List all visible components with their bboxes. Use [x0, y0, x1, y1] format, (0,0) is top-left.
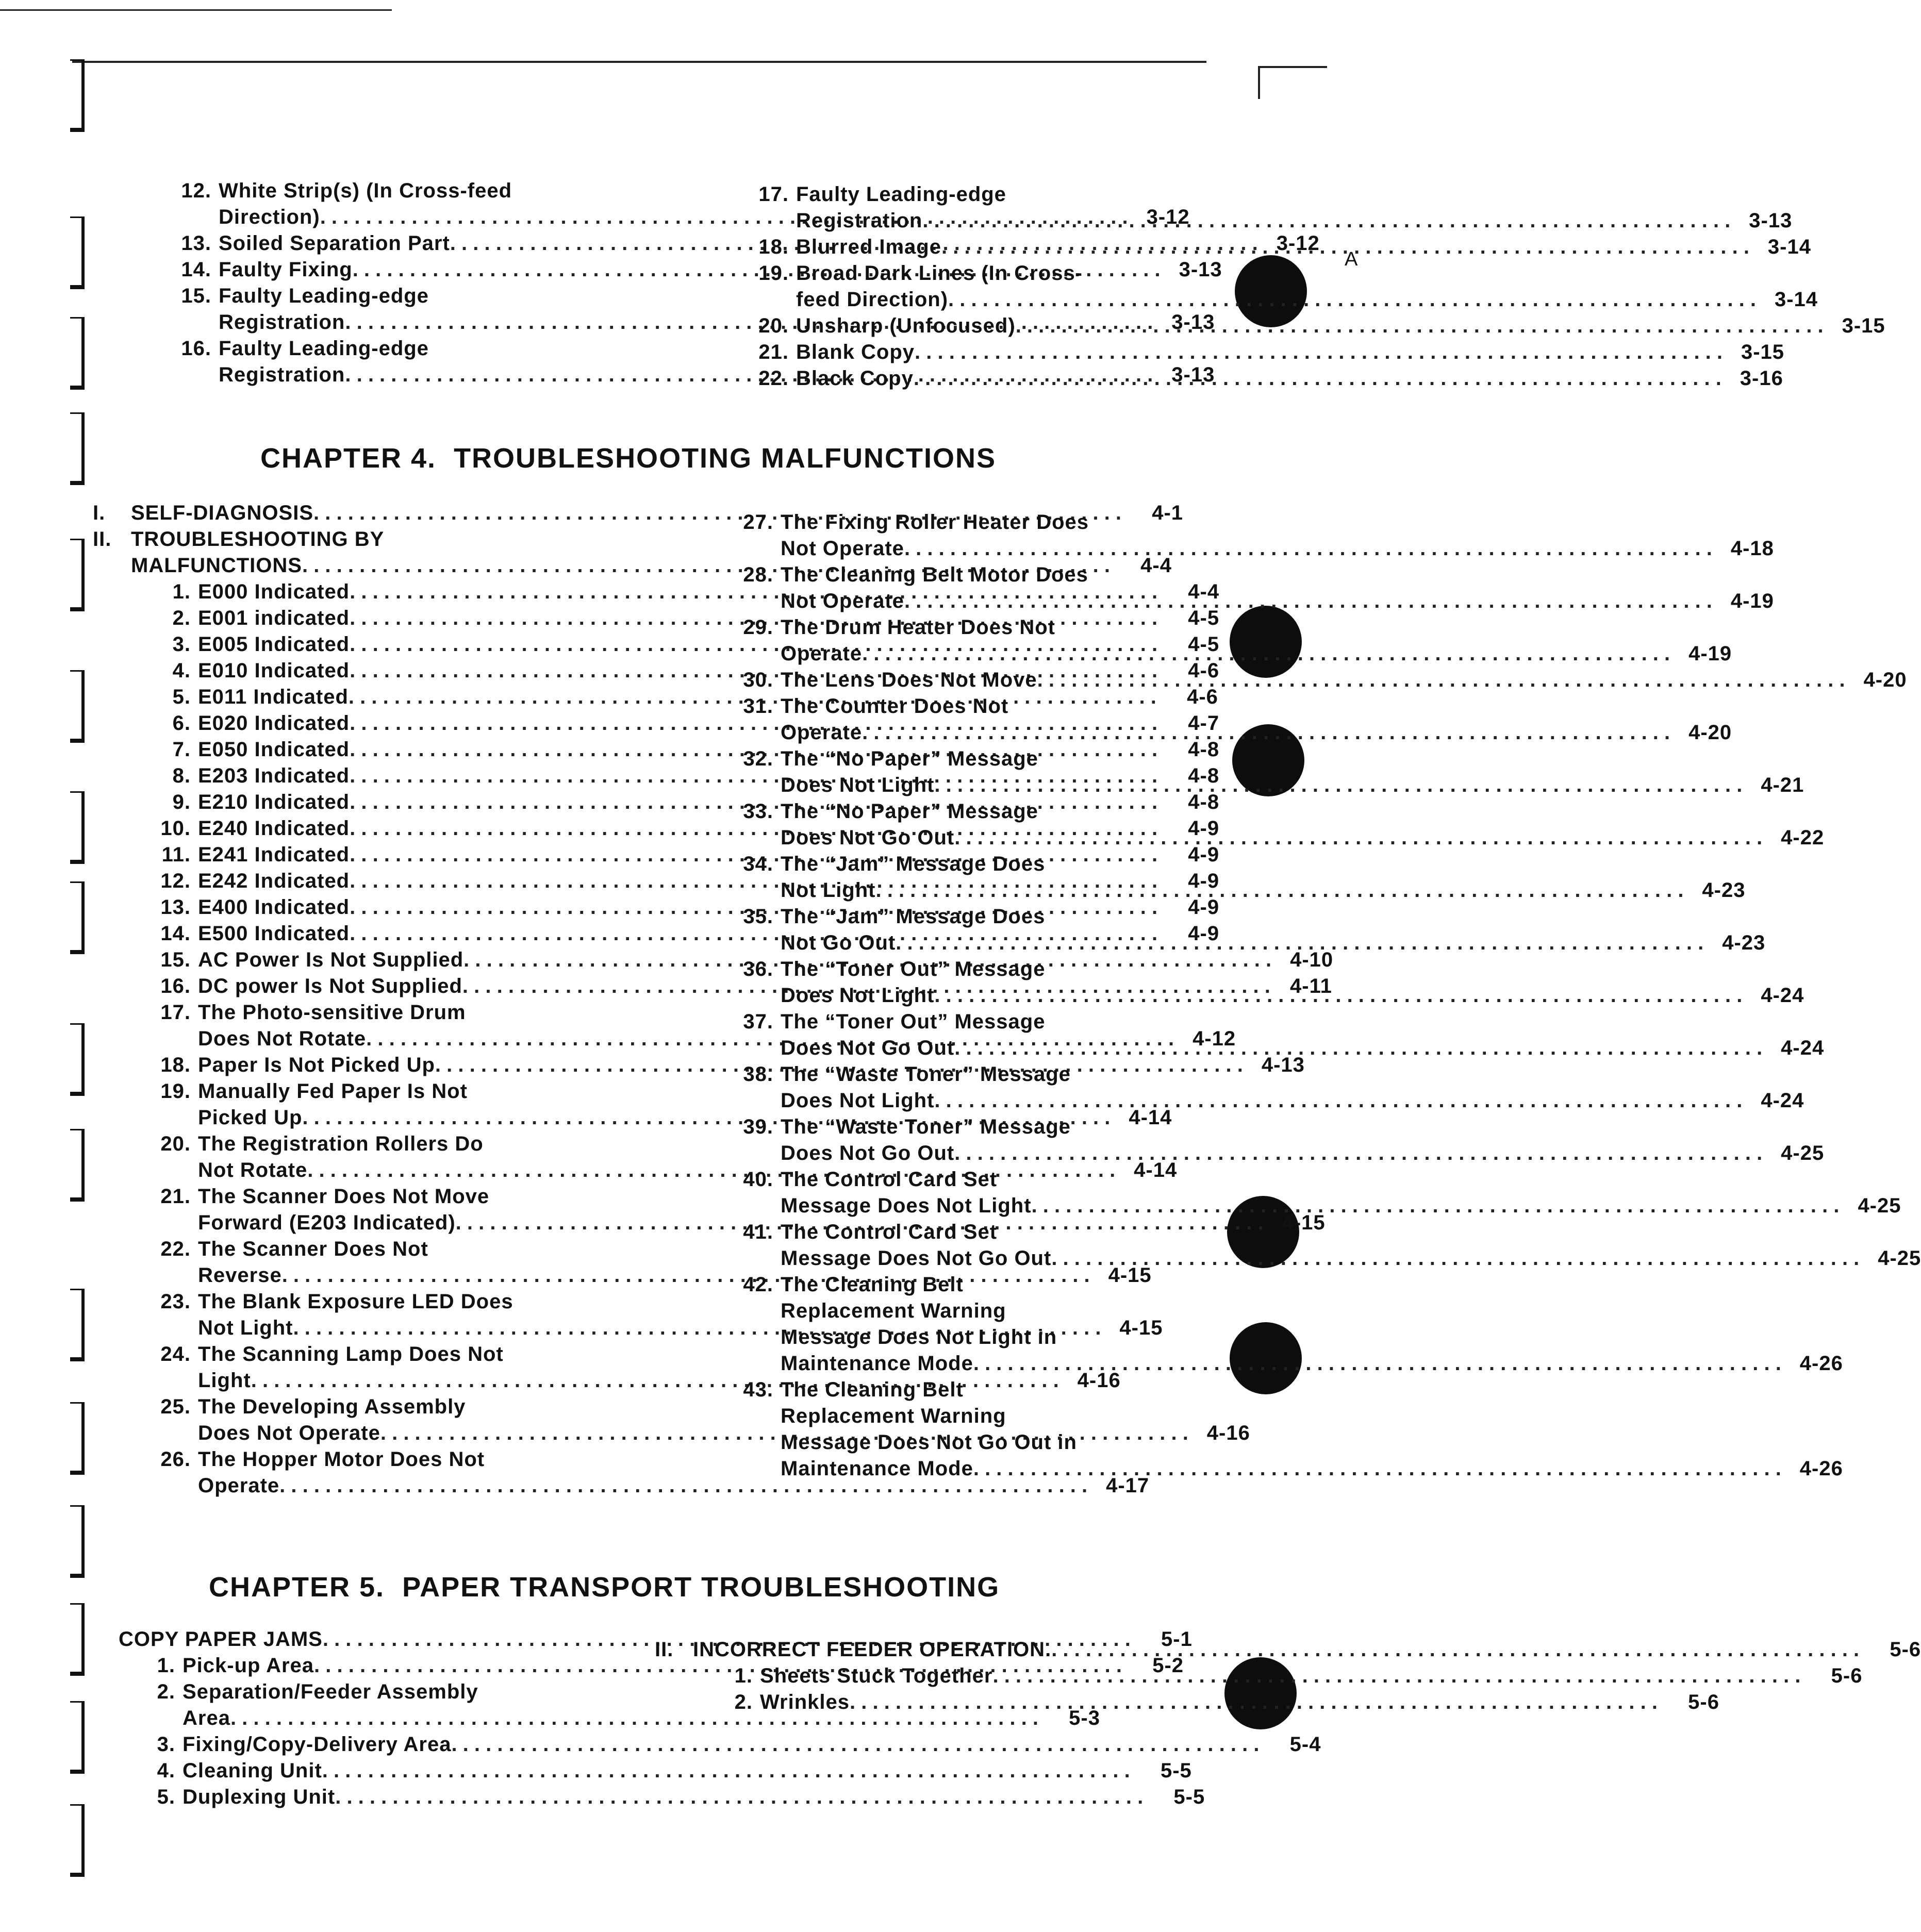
dot-leader — [954, 1035, 1762, 1061]
toc-entry-number: 1. — [157, 1654, 175, 1677]
toc-entry-number: 2. — [172, 607, 191, 629]
toc-entry-number: 21. — [758, 341, 789, 363]
toc-entry-title: Not Light — [781, 879, 876, 902]
toc-entry-title: E242 Indicated — [198, 870, 350, 892]
toc-entry-title: Operate — [781, 642, 863, 665]
toc-entry-title: Light — [198, 1369, 251, 1392]
toc-page-number: 4-8 — [1188, 764, 1220, 787]
binder-bracket — [70, 412, 85, 485]
toc-page-number: 4-9 — [1188, 817, 1220, 840]
toc-entry — [119, 1758, 1192, 1784]
toc-entry-title: Manually Fed Paper Is Not — [198, 1080, 468, 1103]
toc-entry-title: Message Does Not Go Out — [781, 1247, 1052, 1270]
toc-entry-title: Maintenance Mode — [781, 1457, 973, 1480]
toc-page-number: 4-12 — [1193, 1027, 1236, 1050]
toc-page-number: 5-3 — [1069, 1707, 1100, 1729]
toc-entry-number: 14. — [181, 258, 211, 281]
toc-page-number: 3-13 — [1749, 209, 1793, 232]
toc-page-number: 4-19 — [1688, 642, 1732, 665]
toc-page-number: 4-16 — [1077, 1369, 1121, 1392]
toc-page-number: 4-26 — [1799, 1352, 1843, 1375]
toc-entry-number: 29. — [743, 616, 773, 639]
toc-entry-number: 17. — [758, 183, 789, 206]
toc-entry-number: 25. — [160, 1395, 191, 1418]
toc-entry-number: 34. — [743, 853, 773, 875]
toc-entry-title: Paper Is Not Picked Up — [198, 1054, 435, 1076]
toc-entry-number: I. — [93, 502, 106, 524]
toc-entry-title: The Blank Exposure LED Does — [198, 1290, 514, 1313]
toc-page-number: 3-13 — [1171, 311, 1215, 334]
toc-page-number: 5-1 — [1161, 1628, 1193, 1651]
toc-entry-number: 24. — [160, 1343, 191, 1365]
toc-entry-title: Direction) — [219, 206, 320, 228]
binder-bracket — [70, 1505, 85, 1578]
toc-entry-title: The Cleaning Belt — [781, 1378, 964, 1401]
toc-entry-title: Replacement Warning — [781, 1300, 1006, 1322]
toc-page-number: 4-6 — [1187, 686, 1218, 708]
toc-entry-number: 6. — [172, 712, 191, 735]
toc-page-number: 5-6 — [1890, 1638, 1921, 1661]
toc-entry-title: Message Does Not Light — [781, 1194, 1032, 1217]
toc-page-number: 3-12 — [1146, 206, 1190, 228]
toc-entry-number: 41. — [743, 1221, 773, 1243]
toc-page-number: 4-9 — [1188, 922, 1220, 945]
toc-entry-number: 15. — [181, 285, 211, 307]
toc-entry-title: Registration — [219, 363, 345, 386]
toc-page-number: 3-13 — [1171, 363, 1215, 386]
toc-entry-number: 13. — [160, 896, 191, 919]
toc-page-number: 4-14 — [1134, 1159, 1178, 1181]
toc-page-number: 3-15 — [1842, 314, 1885, 337]
toc-entry-number: 27. — [743, 511, 773, 534]
toc-entry-title: Duplexing Unit — [183, 1786, 336, 1808]
toc-entry-number: 5. — [157, 1786, 175, 1808]
toc-entry-number: 37. — [743, 1010, 773, 1033]
toc-page-number: 4-4 — [1140, 554, 1172, 577]
toc-entry-title: E005 Indicated — [198, 633, 350, 656]
toc-entry-title: Registration — [219, 311, 345, 334]
toc-entry-title: Sheets Stuck Together — [760, 1664, 993, 1687]
toc-entry-title: TROUBLESHOOTING BY — [131, 528, 385, 551]
toc-entry-title: Operate — [198, 1474, 280, 1497]
toc-entry-title: The “Toner Out” Message — [781, 1010, 1046, 1033]
binder-bracket — [70, 881, 85, 954]
toc-entry-title: Does Not Go Out — [781, 1037, 955, 1059]
toc-entry-title: Does Not Operate — [198, 1422, 380, 1444]
toc-entry-number: 2. — [157, 1680, 175, 1703]
toc-entry-number: 9. — [172, 791, 191, 813]
toc-page-number: 4-20 — [1688, 721, 1732, 744]
toc-entry-title: Not Light — [198, 1317, 293, 1339]
toc-page-number: 4-17 — [1106, 1474, 1150, 1497]
toc-page-number: 4-9 — [1188, 896, 1220, 919]
toc-entry-title: Does Not Go Out — [781, 1142, 955, 1164]
toc-page-number: 4-10 — [1290, 948, 1334, 971]
toc-entry-number: 18. — [160, 1054, 191, 1076]
toc-entry-title: Separation/Feeder Assembly — [183, 1680, 478, 1703]
dot-leader — [850, 1689, 1658, 1716]
toc-page-number: 5-5 — [1160, 1759, 1192, 1782]
toc-entry — [655, 1689, 1719, 1716]
toc-entry-title: The Scanner Does Not — [198, 1238, 428, 1260]
toc-entry-title: Pick-up Area — [183, 1654, 314, 1677]
dot-leader — [1032, 1193, 1840, 1219]
toc-entry-title: Blank Copy — [796, 341, 915, 363]
toc-page-number: 4-5 — [1188, 633, 1220, 656]
toc-entry-number: 3. — [157, 1733, 175, 1756]
toc-entry-title: Reverse — [198, 1264, 282, 1287]
toc-page-number: 4-21 — [1761, 774, 1804, 796]
toc-entry-title: Picked Up — [198, 1106, 303, 1129]
toc-entry-title: The “Jam” Message Does — [781, 905, 1046, 928]
toc-entry-number: 4. — [157, 1759, 175, 1782]
toc-entry-number: 43. — [743, 1378, 773, 1401]
toc-entry-title: The Fixing Roller Heater Does — [781, 511, 1089, 534]
toc-entry — [727, 260, 1818, 313]
toc-entry-number: 12. — [181, 179, 211, 202]
binder-bracket — [70, 1289, 85, 1361]
toc-page-number: 4-18 — [1730, 537, 1774, 560]
toc-page-number: 4-25 — [1878, 1247, 1921, 1270]
toc-entry-title: Wrinkles — [760, 1691, 850, 1713]
toc-page-number: 3-13 — [1179, 258, 1222, 281]
toc-entry — [727, 365, 1783, 392]
toc-entry — [727, 313, 1885, 339]
binder-bracket — [70, 1402, 85, 1475]
toc-entry-number: 22. — [758, 367, 789, 390]
toc-entry-title: The Counter Does Not — [781, 695, 1009, 718]
toc-page-number: 4-15 — [1119, 1317, 1163, 1339]
toc-entry-number: 17. — [160, 1001, 191, 1024]
toc-entry-title: The Cleaning Belt Motor Does — [781, 563, 1088, 586]
toc-entry-title: Does Not Light — [781, 1089, 935, 1112]
dot-leader — [914, 365, 1721, 392]
toc-entry-number: 20. — [758, 314, 789, 337]
toc-page-number: 4-15 — [1282, 1211, 1326, 1234]
toc-entry-number: 1. — [734, 1664, 753, 1687]
toc-entry-title: The Control Card Set — [781, 1221, 998, 1243]
toc-entry-number: 21. — [160, 1185, 191, 1208]
toc-entry-title: White Strip(s) (In Cross-feed — [219, 179, 512, 202]
toc-entry-number: 35. — [743, 905, 773, 928]
chapter4-heading: CHAPTER 4. TROUBLESHOOTING MALFUNCTIONS — [260, 443, 997, 474]
toc-page-number: 5-6 — [1688, 1691, 1719, 1713]
toc-entry-number: 18. — [758, 236, 789, 258]
toc-entry-title: The Developing Assembly — [198, 1395, 466, 1418]
toc-page-number: 3-16 — [1740, 367, 1783, 390]
toc-entry — [119, 1784, 1205, 1810]
toc-entry-number: 2. — [734, 1691, 753, 1713]
dot-leader — [1051, 1637, 1859, 1663]
toc-entry-title: DC power Is Not Supplied — [198, 975, 462, 997]
toc-entry-number: 38. — [743, 1063, 773, 1086]
binder-bracket — [70, 1701, 85, 1774]
toc-entry-title: E241 Indicated — [198, 843, 350, 866]
toc-entry-number: 30. — [743, 669, 773, 691]
dot-leader — [934, 1088, 1742, 1114]
toc-entry — [727, 181, 1793, 234]
toc-page-number: 4-4 — [1188, 580, 1220, 603]
toc-entry-number: 19. — [758, 262, 789, 285]
binder-bracket — [70, 1023, 85, 1096]
toc-page-number: 3-15 — [1741, 341, 1785, 363]
toc-entry-title: Cleaning Unit — [183, 1759, 322, 1782]
toc-entry-number: 14. — [160, 922, 191, 945]
toc-entry — [717, 1114, 1825, 1167]
toc-page-number: 4-16 — [1206, 1422, 1250, 1444]
toc-entry-number: 32. — [743, 747, 773, 770]
toc-entry-title: Does Not Go Out — [781, 826, 955, 849]
toc-page-number: 4-24 — [1761, 1089, 1804, 1112]
toc-page-number: 4-25 — [1781, 1142, 1825, 1164]
toc-entry-title: Registration — [796, 209, 923, 232]
toc-page-number: 4-15 — [1108, 1264, 1152, 1287]
toc-entry-number: 15. — [160, 948, 191, 971]
binder-bracket — [70, 59, 85, 132]
toc-page-number: 4-11 — [1290, 975, 1332, 997]
toc-entry — [717, 1167, 1901, 1219]
toc-entry-title: Operate — [781, 721, 863, 744]
toc-entry-number: 7. — [172, 738, 191, 761]
toc-entry-number: 10. — [160, 817, 191, 840]
toc-page-number: 4-9 — [1188, 870, 1220, 892]
binder-bracket — [70, 1129, 85, 1202]
toc-entry-number: 28. — [743, 563, 773, 586]
dot-leader — [941, 234, 1749, 260]
dot-leader — [904, 588, 1712, 614]
toc-entry-title: Blurred Image — [796, 236, 941, 258]
toc-entry-title: E050 Indicated — [198, 738, 350, 761]
toc-entry-number: 33. — [743, 800, 773, 823]
toc-entry-title: SELF-DIAGNOSIS — [131, 502, 314, 524]
toc-entry-title: The “Waste Toner” Message — [781, 1063, 1071, 1086]
toc-entry-number: 11. — [161, 843, 191, 866]
dot-leader — [954, 825, 1762, 851]
toc-entry-title: E400 Indicated — [198, 896, 350, 919]
toc-page-number: 5-4 — [1289, 1733, 1321, 1756]
dot-leader — [335, 1784, 1143, 1810]
toc-page-number: 4-20 — [1863, 669, 1907, 691]
toc-entry-title: Faulty Leading-edge — [219, 337, 429, 360]
dot-leader — [992, 1663, 1800, 1689]
header-rule — [72, 61, 1206, 63]
dot-leader — [934, 772, 1742, 798]
binder-bracket — [70, 670, 85, 743]
toc-entry-title: AC Power Is Not Supplied — [198, 948, 464, 971]
binder-bracket — [70, 1603, 85, 1676]
toc-entry-title: Faulty Fixing — [219, 258, 353, 281]
binder-bracket — [70, 791, 85, 864]
toc-entry-number: 40. — [743, 1168, 773, 1191]
toc-entry-number: 13. — [181, 232, 211, 255]
toc-entry-title: feed Direction) — [796, 288, 949, 311]
corner-mark — [1258, 66, 1327, 99]
toc-entry-title: E020 Indicated — [198, 712, 350, 735]
toc-entry-title: Not Rotate — [198, 1159, 308, 1181]
dot-leader — [915, 339, 1723, 365]
toc-page-number: 5-2 — [1152, 1654, 1184, 1677]
top-rule — [0, 9, 392, 11]
toc-entry-title: The “Toner Out” Message — [781, 958, 1046, 980]
toc-page-number: 4-14 — [1129, 1106, 1172, 1129]
toc-entry-title: The Hopper Motor Does Not — [198, 1448, 485, 1471]
binder-bracket — [70, 317, 85, 390]
dot-leader — [862, 641, 1670, 667]
toc-entry-number: 16. — [160, 975, 191, 997]
toc-page-number: 4-5 — [1188, 607, 1220, 629]
toc-page-number: 4-6 — [1188, 659, 1220, 682]
toc-entry-number: 16. — [181, 337, 211, 360]
toc-entry-number: 23. — [160, 1290, 191, 1313]
toc-entry-number: 19. — [160, 1080, 191, 1103]
dot-leader — [1037, 667, 1845, 693]
dot-leader — [451, 1731, 1259, 1758]
toc-entry-title: E240 Indicated — [198, 817, 350, 840]
toc-page-number: 4-9 — [1188, 843, 1220, 866]
toc-page-number: 4-8 — [1188, 738, 1220, 761]
toc-entry-title: The Drum Heater Does Not — [781, 616, 1055, 639]
toc-page-number: 4-23 — [1722, 931, 1766, 954]
toc-page-number: 4-23 — [1702, 879, 1746, 902]
dot-leader — [1051, 1245, 1859, 1272]
toc-entry-title: Area — [183, 1707, 230, 1729]
toc-entry-title: COPY PAPER JAMS — [119, 1628, 323, 1651]
toc-entry-title: The Photo-sensitive Drum — [198, 1001, 466, 1024]
toc-entry-title: E500 Indicated — [198, 922, 350, 945]
toc-entry-number: 20. — [160, 1132, 191, 1155]
toc-page-number: 4-13 — [1261, 1054, 1305, 1076]
toc-page-number: 3-14 — [1774, 288, 1818, 311]
toc-entry — [727, 339, 1785, 365]
dot-leader — [904, 536, 1712, 562]
toc-entry-title: Black Copy — [796, 367, 914, 390]
toc-entry-number: 22. — [160, 1238, 191, 1260]
toc-page-number: 3-12 — [1276, 232, 1320, 255]
toc-entry-title: The Control Card Set — [781, 1168, 998, 1191]
toc-entry-title: The “Jam” Message Does — [781, 853, 1046, 875]
toc-entry-title: E210 Indicated — [198, 791, 350, 813]
dot-leader — [1016, 313, 1824, 339]
toc-page-number: 4-19 — [1730, 590, 1774, 612]
binder-bracket — [70, 1804, 85, 1877]
toc-entry-number: 12. — [160, 870, 191, 892]
toc-entry-number: 42. — [743, 1273, 773, 1296]
toc-entry-number: 36. — [743, 958, 773, 980]
toc-entry-title: Soiled Separation Part — [219, 232, 450, 255]
toc-entry-title: E203 Indicated — [198, 764, 350, 787]
toc-entry-number: 26. — [160, 1448, 191, 1471]
toc-entry-number: 8. — [172, 764, 191, 787]
toc-entry-title: Does Not Light — [781, 984, 935, 1007]
dot-leader — [876, 877, 1684, 904]
dot-leader — [973, 1351, 1781, 1377]
toc-entry-title: INCORRECT FEEDER OPERATION. — [693, 1638, 1052, 1661]
toc-entry-title: Faulty Leading-edge — [796, 183, 1006, 206]
toc-entry-title: Fixing/Copy-Delivery Area — [183, 1733, 452, 1756]
chapter5-heading: CHAPTER 5. PAPER TRANSPORT TROUBLESHOOTING — [209, 1572, 1000, 1603]
dot-leader — [862, 720, 1670, 746]
toc-entry-title: Broad Dark Lines (In Cross- — [796, 262, 1083, 285]
toc-entry-title: Maintenance Mode — [781, 1352, 973, 1375]
dot-leader — [322, 1758, 1130, 1784]
toc-entry-number: 39. — [743, 1115, 773, 1138]
dot-leader — [896, 930, 1703, 956]
toc-entry-title: E001 indicated — [198, 607, 350, 629]
toc-entry-title: The Scanner Does Not Move — [198, 1185, 490, 1208]
toc-entry-title: Unsharp (Unfocused) — [796, 314, 1016, 337]
dot-leader — [973, 1456, 1781, 1482]
toc-page-number: 4-26 — [1799, 1457, 1843, 1480]
binder-bracket — [70, 216, 85, 289]
toc-entry-title: Message Does Not Go Out in — [781, 1431, 1077, 1454]
toc-entry-title: The Cleaning Belt — [781, 1273, 964, 1296]
dot-leader — [954, 1140, 1762, 1167]
toc-page-number: 4-22 — [1781, 826, 1825, 849]
toc-entry-number: 3. — [172, 633, 191, 656]
toc-page-number: 4-24 — [1761, 984, 1804, 1007]
toc-entry — [119, 1731, 1321, 1758]
toc-entry-title: MALFUNCTIONS — [131, 554, 302, 577]
toc-page-number: 5-6 — [1831, 1664, 1863, 1687]
toc-entry-title: E010 Indicated — [198, 659, 350, 682]
toc-entry-title: Message Does Not Light in — [781, 1326, 1057, 1348]
toc-entry-title: Replacement Warning — [781, 1405, 1006, 1427]
toc-page-number: 4-8 — [1188, 791, 1220, 813]
toc-entry-title: The “Waste Toner” Message — [781, 1115, 1071, 1138]
toc-page-number: 4-25 — [1858, 1194, 1901, 1217]
toc-entry — [717, 509, 1774, 562]
toc-entry-title: E011 Indicated — [198, 686, 349, 708]
toc-entry-number: 4. — [172, 659, 191, 682]
dot-leader — [948, 287, 1756, 313]
toc-entry-title: E000 Indicated — [198, 580, 350, 603]
toc-entry-title: The Registration Rollers Do — [198, 1132, 484, 1155]
toc-entry-number: II. — [93, 528, 112, 551]
toc-entry-number: 5. — [172, 686, 191, 708]
toc-entry-title: Does Not Rotate — [198, 1027, 367, 1050]
binder-bracket — [70, 539, 85, 611]
toc-entry-number: 1. — [172, 580, 191, 603]
toc-entry-number: 31. — [743, 695, 773, 718]
toc-entry-title: Faulty Leading-edge — [219, 285, 429, 307]
toc-page-number: 4-24 — [1781, 1037, 1825, 1059]
toc-page-number: 3-14 — [1767, 236, 1811, 258]
toc-entry-title: Does Not Light — [781, 774, 935, 796]
toc-entry-title: The Lens Does Not Move — [781, 669, 1037, 691]
toc-page-number: 4-7 — [1188, 712, 1220, 735]
dot-leader — [934, 982, 1742, 1009]
toc-page-number: 4-1 — [1152, 502, 1184, 524]
toc-entry-title: The Scanning Lamp Does Not — [198, 1343, 504, 1365]
toc-entry — [717, 1272, 1843, 1377]
toc-entry-title: Not Operate — [781, 590, 904, 612]
toc-entry-title: Forward (E203 Indicated) — [198, 1211, 456, 1234]
toc-entry-title: Not Go Out — [781, 931, 896, 954]
toc-page-number: 5-5 — [1173, 1786, 1205, 1808]
toc-entry-title: The “No Paper” Message — [781, 800, 1038, 823]
dot-leader — [922, 208, 1730, 234]
toc-entry-number: II. — [655, 1638, 674, 1661]
toc-entry-title: The “No Paper” Message — [781, 747, 1038, 770]
side-letter: A — [1345, 248, 1358, 270]
toc-entry-title: Not Operate — [781, 537, 904, 560]
